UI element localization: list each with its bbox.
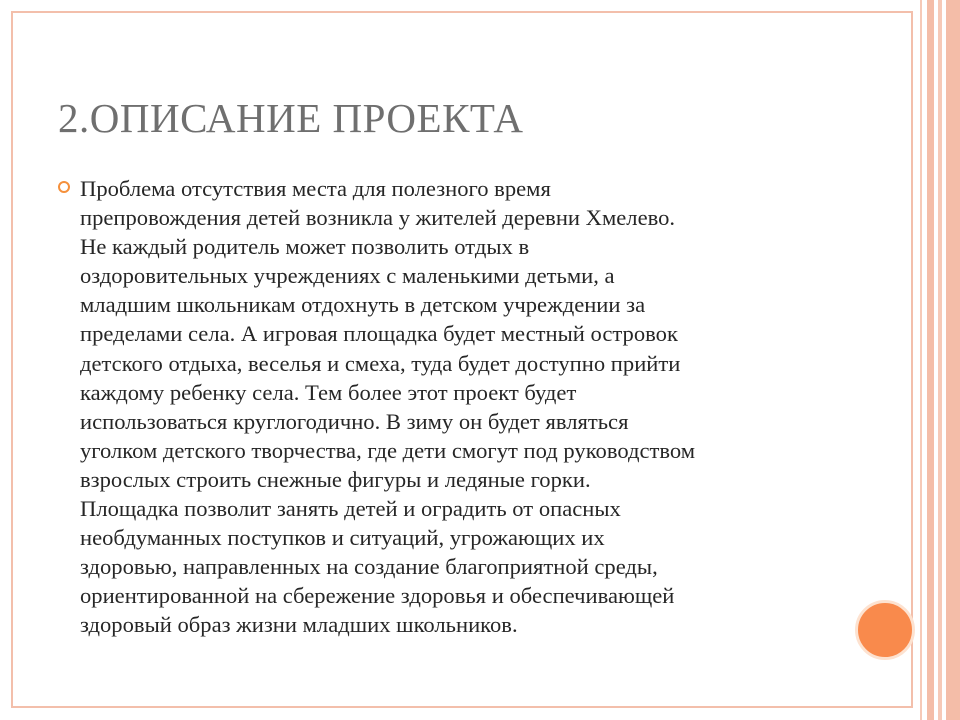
- decorative-stripe: [938, 0, 942, 720]
- body-line: пределами села. А игровая площадка будет местный островок: [80, 321, 678, 347]
- circle-decoration-icon: [855, 600, 915, 660]
- body-line: оздоровительных учреждениях с маленькими детьми, а: [80, 263, 615, 289]
- body-line: младшим школьникам отдохнуть в детском учреждении за: [80, 292, 646, 318]
- bullet-icon: [58, 181, 70, 193]
- body-line: препровождения детей возникла у жителей деревни Хмелево.: [80, 205, 676, 231]
- body-line: использоваться круглогодично. В зиму он будет являться: [80, 408, 629, 434]
- body-line: Не каждый родитель может позволить отдых в: [80, 234, 530, 260]
- slide-body-paragraph: [80, 174, 880, 640]
- body-line: Проблема отсутствия места для полезного время: [80, 176, 551, 201]
- body-line: Площадка позволит занять детей и оградить от опасных: [80, 496, 621, 522]
- body-line: здоровый образ жизни младших школьников.: [80, 612, 518, 638]
- body-line: уголком детского творчества, где дети смогут под руководством: [80, 437, 696, 463]
- decorative-stripe: [920, 0, 922, 720]
- body-line: здоровью, направленных на создание благоприятной среды,: [80, 554, 658, 580]
- body-line: детского отдыха, веселья и смеха, туда будет доступно прийти: [80, 350, 681, 376]
- decorative-stripe: [946, 0, 960, 720]
- body-line: каждому ребенку села. Тем более этот проект будет: [80, 379, 577, 405]
- body-line: необдуманных поступков и ситуаций, угрожающих их: [80, 525, 605, 551]
- body-line: ориентированной на сбережение здоровья и обеспечивающей: [80, 583, 675, 609]
- decorative-stripe: [927, 0, 934, 720]
- body-line: взрослых строить снежные фигуры и ледяные горки.: [80, 466, 591, 492]
- slide-title: 2.ОПИСАНИЕ ПРОЕКТА: [58, 95, 524, 141]
